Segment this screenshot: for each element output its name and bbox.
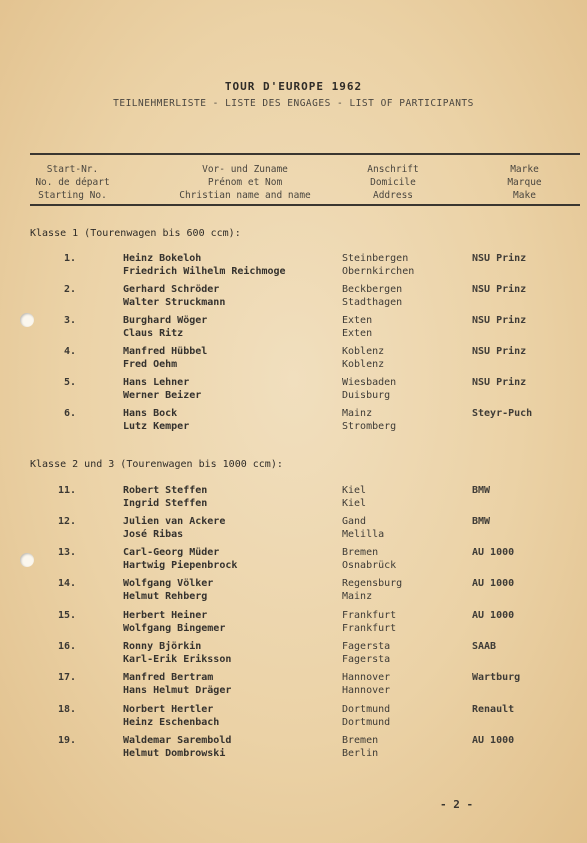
codriver-address: Duisburg xyxy=(342,390,391,401)
class-heading: Klasse 2 und 3 (Tourenwagen bis 1000 ccm): xyxy=(30,459,283,470)
codriver-address: Exten xyxy=(342,328,373,339)
codriver-address: Mainz xyxy=(342,591,373,602)
codriver-name: Lutz Kemper xyxy=(123,421,190,432)
header-col-address xyxy=(348,163,438,202)
driver-address: Hannover xyxy=(342,672,391,683)
codriver-address: Stromberg xyxy=(342,421,397,432)
header-line: Starting No. xyxy=(38,190,107,201)
participant-row xyxy=(0,484,587,514)
codriver-address: Kiel xyxy=(342,498,367,509)
driver-name: Herbert Heiner xyxy=(123,610,208,621)
driver-name: Gerhard Schröder xyxy=(123,284,220,295)
driver-address: Regensburg xyxy=(342,578,403,589)
codriver-name: José Ribas xyxy=(123,529,184,540)
participant-row xyxy=(0,314,587,344)
header-line: Domicile xyxy=(370,177,416,188)
start-number: 5. xyxy=(63,377,76,388)
car-make: Renault xyxy=(472,704,515,715)
participant-row xyxy=(0,734,587,764)
start-number: 14. xyxy=(57,578,76,589)
driver-address: Beckbergen xyxy=(342,284,403,295)
car-make: NSU Prinz xyxy=(472,315,527,326)
codriver-address: Stadthagen xyxy=(342,297,403,308)
codriver-address: Koblenz xyxy=(342,359,385,370)
participant-row xyxy=(0,283,587,313)
header-line: Anschrift xyxy=(367,164,419,175)
document-title: TOUR D'EUROPE 1962 xyxy=(224,80,363,93)
participant-row xyxy=(0,376,587,406)
participant-row xyxy=(0,703,587,733)
start-number: 19. xyxy=(57,735,76,746)
codriver-address: Osnabrück xyxy=(342,560,397,571)
participant-row xyxy=(0,546,587,576)
participant-row xyxy=(0,252,587,282)
driver-name: Norbert Hertler xyxy=(123,704,214,715)
codriver-address: Frankfurt xyxy=(342,623,397,634)
header-line: Prénom et Nom xyxy=(207,177,283,188)
start-number: 3. xyxy=(63,315,76,326)
codriver-name: Hartwig Piepenbrock xyxy=(123,560,238,571)
driver-name: Manfred Hübbel xyxy=(123,346,208,357)
codriver-name: Helmut Dombrowski xyxy=(123,748,226,759)
codriver-name: Hans Helmut Dräger xyxy=(123,685,232,696)
driver-name: Hans Lehner xyxy=(123,377,190,388)
start-number: 2. xyxy=(63,284,76,295)
car-make: Steyr-Puch xyxy=(472,408,533,419)
header-line: Address xyxy=(372,190,414,201)
header-line: Marque xyxy=(507,177,542,188)
codriver-name: Wolfgang Bingemer xyxy=(123,623,226,634)
header-top-rule xyxy=(30,153,580,155)
codriver-name: Karl-Erik Eriksson xyxy=(123,654,232,665)
car-make: NSU Prinz xyxy=(472,377,527,388)
start-number: 15. xyxy=(57,610,76,621)
driver-address: Mainz xyxy=(342,408,373,419)
start-number: 4. xyxy=(63,346,76,357)
driver-address: Dortmund xyxy=(342,704,391,715)
driver-address: Bremen xyxy=(342,735,379,746)
driver-name: Heinz Bokeloh xyxy=(123,253,202,264)
participant-row xyxy=(0,609,587,639)
codriver-name: Fred Oehm xyxy=(123,359,178,370)
driver-name: Burghard Wöger xyxy=(123,315,208,326)
driver-name: Carl-Georg Müder xyxy=(123,547,220,558)
page-number: - 2 - xyxy=(440,798,474,811)
header-bottom-rule xyxy=(30,204,580,206)
car-make: NSU Prinz xyxy=(472,253,527,264)
participant-row xyxy=(0,345,587,375)
participant-row xyxy=(0,671,587,701)
driver-name: Hans Bock xyxy=(123,408,178,419)
driver-address: Wiesbaden xyxy=(342,377,397,388)
codriver-address: Berlin xyxy=(342,748,379,759)
codriver-name: Heinz Eschenbach xyxy=(123,717,220,728)
start-number: 6. xyxy=(63,408,76,419)
driver-name: Robert Steffen xyxy=(123,485,208,496)
driver-name: Julien van Ackere xyxy=(123,516,226,527)
codriver-address: Dortmund xyxy=(342,717,391,728)
participant-row xyxy=(0,515,587,545)
driver-name: Ronny Björkin xyxy=(123,641,202,652)
start-number: 16. xyxy=(57,641,76,652)
codriver-name: Helmut Rehberg xyxy=(123,591,208,602)
header-line: Christian name and name xyxy=(179,190,311,201)
driver-address: Bremen xyxy=(342,547,379,558)
header-line: Make xyxy=(513,190,536,201)
car-make: AU 1000 xyxy=(472,547,515,558)
driver-address: Koblenz xyxy=(342,346,385,357)
header-col-start-no xyxy=(30,163,115,202)
driver-address: Steinbergen xyxy=(342,253,409,264)
driver-address: Gand xyxy=(342,516,367,527)
header-line: No. de départ xyxy=(35,177,110,188)
header-line: Start-Nr. xyxy=(46,164,99,175)
document-subtitle: TEILNEHMERLISTE - LISTE DES ENGAGES - LIST OF PARTICIPANTS xyxy=(113,98,474,109)
header-col-make xyxy=(492,163,557,202)
start-number: 12. xyxy=(57,516,76,527)
start-number: 17. xyxy=(57,672,76,683)
car-make: NSU Prinz xyxy=(472,346,527,357)
car-make: SAAB xyxy=(472,641,497,652)
participant-row xyxy=(0,407,587,437)
car-make: AU 1000 xyxy=(472,735,515,746)
codriver-name: Claus Ritz xyxy=(123,328,184,339)
start-number: 1. xyxy=(63,253,76,264)
driver-name: Manfred Bertram xyxy=(123,672,214,683)
driver-name: Waldemar Sarembold xyxy=(123,735,232,746)
codriver-address: Hannover xyxy=(342,685,391,696)
driver-address: Exten xyxy=(342,315,373,326)
driver-name: Wolfgang Völker xyxy=(123,578,214,589)
start-number: 11. xyxy=(57,485,76,496)
driver-address: Fagersta xyxy=(342,641,391,652)
codriver-address: Melilla xyxy=(342,529,385,540)
codriver-name: Werner Beizer xyxy=(123,390,202,401)
header-line: Marke xyxy=(510,164,539,175)
header-line: Vor- und Zuname xyxy=(202,164,288,175)
start-number: 13. xyxy=(57,547,76,558)
car-make: Wartburg xyxy=(472,672,521,683)
participant-row xyxy=(0,577,587,607)
driver-address: Kiel xyxy=(342,485,367,496)
driver-address: Frankfurt xyxy=(342,610,397,621)
car-make: AU 1000 xyxy=(472,610,515,621)
codriver-name: Friedrich Wilhelm Reichmoge xyxy=(123,266,286,277)
start-number: 18. xyxy=(57,704,76,715)
car-make: NSU Prinz xyxy=(472,284,527,295)
codriver-name: Ingrid Steffen xyxy=(123,498,208,509)
header-col-name xyxy=(150,163,340,202)
codriver-address: Fagersta xyxy=(342,654,391,665)
car-make: BMW xyxy=(472,485,491,496)
car-make: BMW xyxy=(472,516,491,527)
class-heading: Klasse 1 (Tourenwagen bis 600 ccm): xyxy=(30,228,241,239)
car-make: AU 1000 xyxy=(472,578,515,589)
codriver-name: Walter Struckmann xyxy=(123,297,226,308)
codriver-address: Obernkirchen xyxy=(342,266,415,277)
participant-row xyxy=(0,640,587,670)
